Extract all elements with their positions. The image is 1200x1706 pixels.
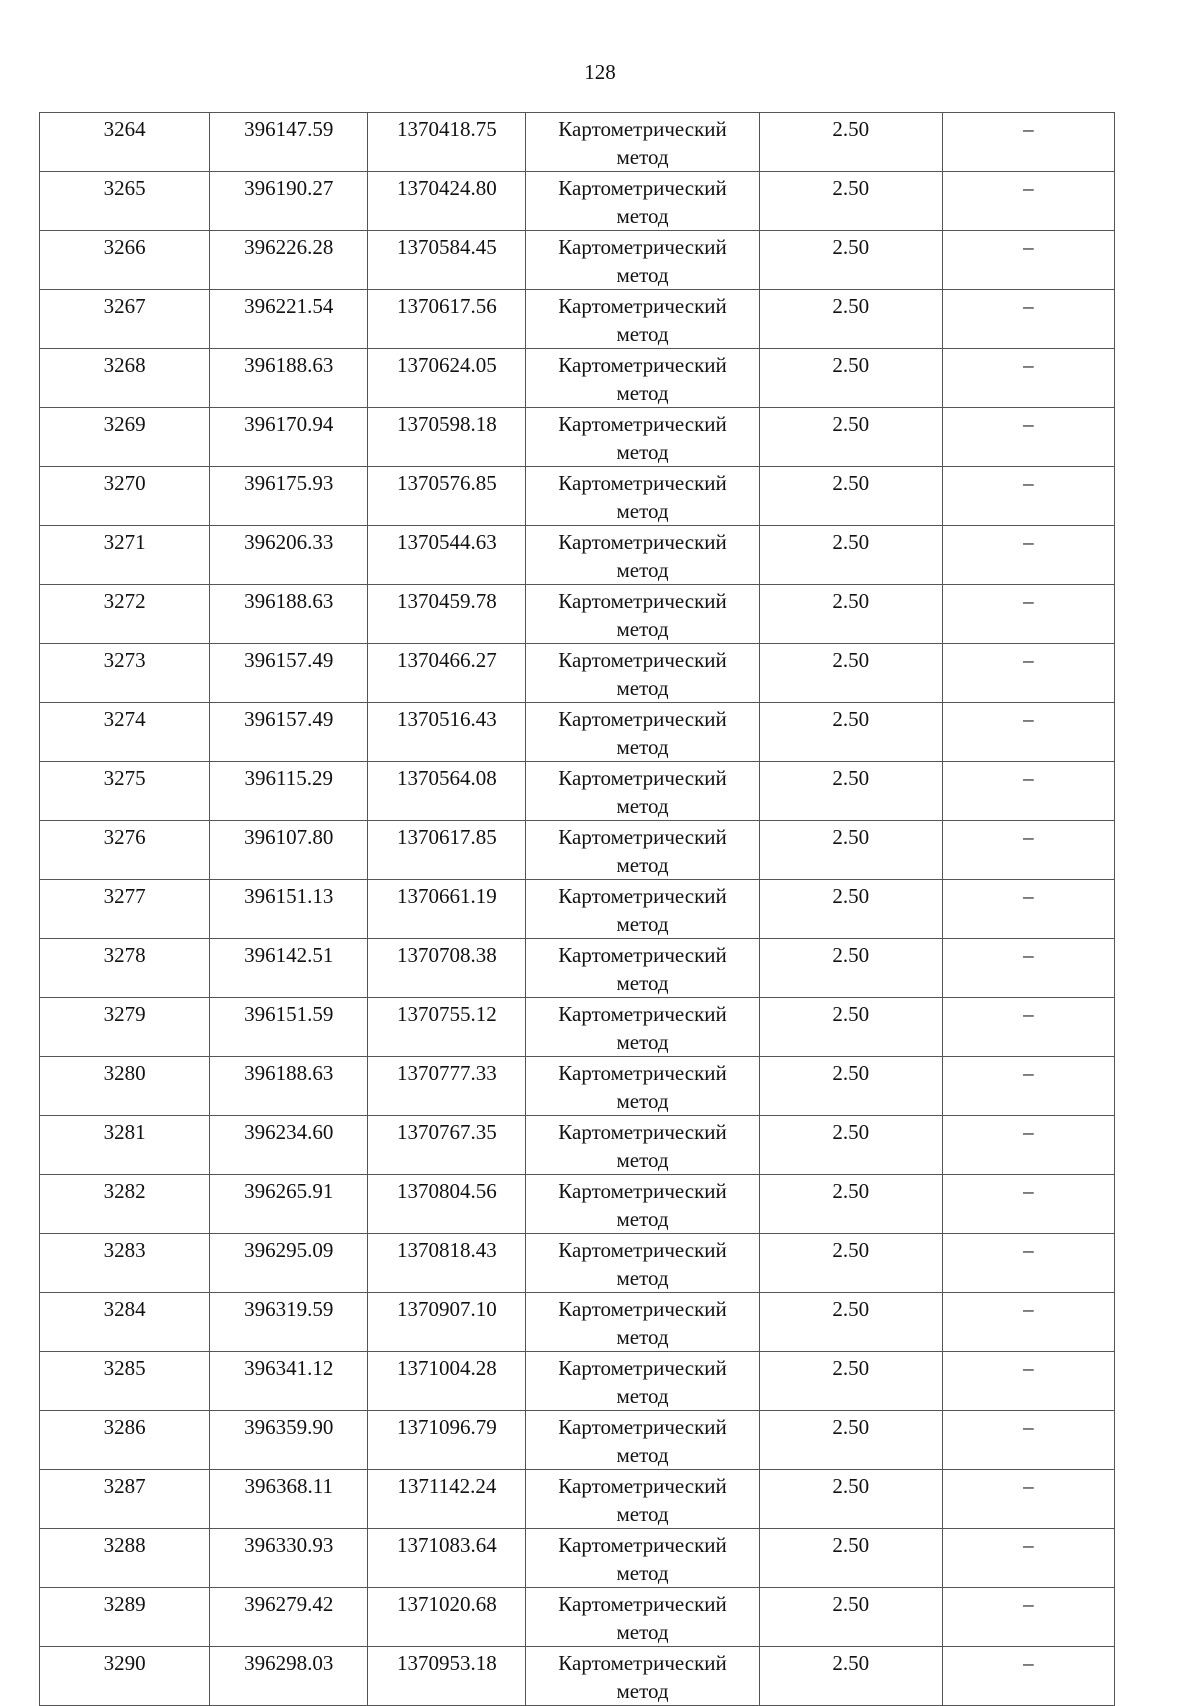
method-cell — [526, 939, 759, 998]
x-coordinate-cell: 396234.60 — [210, 1116, 368, 1175]
y-coordinate-cell: 1370516.43 — [368, 703, 526, 762]
point-number-cell: 3290 — [40, 1647, 210, 1706]
point-number-cell: 3266 — [40, 231, 210, 290]
description-cell: – — [942, 467, 1114, 526]
method-line-2: метод — [616, 676, 669, 700]
table-row — [40, 1293, 1115, 1352]
x-coordinate-cell: 396206.33 — [210, 526, 368, 585]
accuracy-cell: 2.50 — [759, 821, 942, 880]
y-coordinate-cell: 1370418.75 — [368, 113, 526, 172]
x-coordinate-cell: 396226.28 — [210, 231, 368, 290]
table-row — [40, 231, 1115, 290]
table-row — [40, 1411, 1115, 1470]
method-line-1: Картометрический — [558, 1356, 727, 1380]
method-line-1: Картометрический — [558, 1474, 727, 1498]
y-coordinate-cell: 1370564.08 — [368, 762, 526, 821]
method-line-1: Картометрический — [558, 1238, 727, 1262]
method-cell — [526, 1529, 759, 1588]
accuracy-cell: 2.50 — [759, 1529, 942, 1588]
method-line-1: Картометрический — [558, 353, 727, 377]
coordinates-table — [39, 112, 1115, 1706]
description-cell: – — [942, 1057, 1114, 1116]
description-cell: – — [942, 762, 1114, 821]
method-cell — [526, 703, 759, 762]
method-cell — [526, 1647, 759, 1706]
method-cell — [526, 172, 759, 231]
method-cell — [526, 1175, 759, 1234]
y-coordinate-cell: 1371142.24 — [368, 1470, 526, 1529]
table-row — [40, 762, 1115, 821]
accuracy-cell: 2.50 — [759, 349, 942, 408]
accuracy-cell: 2.50 — [759, 113, 942, 172]
method-line-2: метод — [616, 1089, 669, 1113]
y-coordinate-cell: 1370708.38 — [368, 939, 526, 998]
table-row — [40, 703, 1115, 762]
point-number-cell: 3268 — [40, 349, 210, 408]
table-row — [40, 1470, 1115, 1529]
method-line-2: метод — [616, 381, 669, 405]
description-cell: – — [942, 880, 1114, 939]
method-line-2: метод — [616, 204, 669, 228]
y-coordinate-cell: 1370598.18 — [368, 408, 526, 467]
table-row — [40, 1175, 1115, 1234]
point-number-cell: 3288 — [40, 1529, 210, 1588]
table-row — [40, 880, 1115, 939]
point-number-cell: 3269 — [40, 408, 210, 467]
method-line-2: метод — [616, 1443, 669, 1467]
method-line-1: Картометрический — [558, 1002, 727, 1026]
accuracy-cell: 2.50 — [759, 1175, 942, 1234]
table-row — [40, 1116, 1115, 1175]
y-coordinate-cell: 1371096.79 — [368, 1411, 526, 1470]
accuracy-cell: 2.50 — [759, 585, 942, 644]
description-cell: – — [942, 1411, 1114, 1470]
point-number-cell: 3286 — [40, 1411, 210, 1470]
method-line-1: Картометрический — [558, 1651, 727, 1675]
table-row — [40, 1647, 1115, 1706]
x-coordinate-cell: 396295.09 — [210, 1234, 368, 1293]
description-cell: – — [942, 1234, 1114, 1293]
y-coordinate-cell: 1370544.63 — [368, 526, 526, 585]
method-line-2: метод — [616, 145, 669, 169]
x-coordinate-cell: 396147.59 — [210, 113, 368, 172]
table-row — [40, 1234, 1115, 1293]
accuracy-cell: 2.50 — [759, 644, 942, 703]
method-cell — [526, 1352, 759, 1411]
method-cell — [526, 1588, 759, 1647]
description-cell: – — [942, 290, 1114, 349]
method-cell — [526, 349, 759, 408]
method-line-2: метод — [616, 1030, 669, 1054]
point-number-cell: 3273 — [40, 644, 210, 703]
method-cell — [526, 408, 759, 467]
method-line-2: метод — [616, 322, 669, 346]
description-cell: – — [942, 998, 1114, 1057]
method-line-1: Картометрический — [558, 235, 727, 259]
method-line-2: метод — [616, 1266, 669, 1290]
method-cell — [526, 113, 759, 172]
method-line-1: Картометрический — [558, 589, 727, 613]
y-coordinate-cell: 1370617.85 — [368, 821, 526, 880]
description-cell: – — [942, 1293, 1114, 1352]
method-line-1: Картометрический — [558, 176, 727, 200]
table-row — [40, 113, 1115, 172]
point-number-cell: 3285 — [40, 1352, 210, 1411]
method-line-2: метод — [616, 1620, 669, 1644]
accuracy-cell: 2.50 — [759, 290, 942, 349]
point-number-cell: 3278 — [40, 939, 210, 998]
method-cell — [526, 821, 759, 880]
method-line-2: метод — [616, 1561, 669, 1585]
table-row — [40, 1057, 1115, 1116]
accuracy-cell: 2.50 — [759, 1293, 942, 1352]
method-line-1: Картометрический — [558, 1061, 727, 1085]
y-coordinate-cell: 1370661.19 — [368, 880, 526, 939]
description-cell: – — [942, 172, 1114, 231]
accuracy-cell: 2.50 — [759, 998, 942, 1057]
method-cell — [526, 644, 759, 703]
method-line-1: Картометрический — [558, 294, 727, 318]
method-line-2: метод — [616, 1207, 669, 1231]
method-cell — [526, 1116, 759, 1175]
method-cell — [526, 1057, 759, 1116]
x-coordinate-cell: 396265.91 — [210, 1175, 368, 1234]
method-line-2: метод — [616, 440, 669, 464]
y-coordinate-cell: 1370466.27 — [368, 644, 526, 703]
point-number-cell: 3270 — [40, 467, 210, 526]
method-line-2: метод — [616, 1679, 669, 1703]
y-coordinate-cell: 1370755.12 — [368, 998, 526, 1057]
point-number-cell: 3276 — [40, 821, 210, 880]
method-line-1: Картометрический — [558, 412, 727, 436]
method-line-1: Картометрический — [558, 1592, 727, 1616]
method-line-1: Картометрический — [558, 1297, 727, 1321]
description-cell: – — [942, 1647, 1114, 1706]
accuracy-cell: 2.50 — [759, 762, 942, 821]
method-line-2: метод — [616, 794, 669, 818]
point-number-cell: 3265 — [40, 172, 210, 231]
x-coordinate-cell: 396279.42 — [210, 1588, 368, 1647]
y-coordinate-cell: 1370953.18 — [368, 1647, 526, 1706]
method-line-2: метод — [616, 499, 669, 523]
x-coordinate-cell: 396190.27 — [210, 172, 368, 231]
method-cell — [526, 290, 759, 349]
method-line-2: метод — [616, 1502, 669, 1526]
accuracy-cell: 2.50 — [759, 1057, 942, 1116]
accuracy-cell: 2.50 — [759, 1470, 942, 1529]
point-number-cell: 3264 — [40, 113, 210, 172]
table-row — [40, 290, 1115, 349]
accuracy-cell: 2.50 — [759, 231, 942, 290]
table-row — [40, 526, 1115, 585]
accuracy-cell: 2.50 — [759, 1647, 942, 1706]
point-number-cell: 3283 — [40, 1234, 210, 1293]
method-line-2: метод — [616, 263, 669, 287]
point-number-cell: 3282 — [40, 1175, 210, 1234]
x-coordinate-cell: 396341.12 — [210, 1352, 368, 1411]
description-cell: – — [942, 526, 1114, 585]
accuracy-cell: 2.50 — [759, 939, 942, 998]
method-line-2: метод — [616, 853, 669, 877]
method-line-1: Картометрический — [558, 825, 727, 849]
x-coordinate-cell: 396115.29 — [210, 762, 368, 821]
x-coordinate-cell: 396298.03 — [210, 1647, 368, 1706]
table-row — [40, 1529, 1115, 1588]
method-line-2: метод — [616, 1148, 669, 1172]
method-cell — [526, 880, 759, 939]
description-cell: – — [942, 644, 1114, 703]
method-line-1: Картометрический — [558, 471, 727, 495]
accuracy-cell: 2.50 — [759, 1234, 942, 1293]
method-cell — [526, 1411, 759, 1470]
y-coordinate-cell: 1370576.85 — [368, 467, 526, 526]
table-row — [40, 1352, 1115, 1411]
x-coordinate-cell: 396107.80 — [210, 821, 368, 880]
point-number-cell: 3279 — [40, 998, 210, 1057]
method-line-1: Картометрический — [558, 1120, 727, 1144]
x-coordinate-cell: 396359.90 — [210, 1411, 368, 1470]
description-cell: – — [942, 349, 1114, 408]
point-number-cell: 3271 — [40, 526, 210, 585]
accuracy-cell: 2.50 — [759, 1352, 942, 1411]
method-line-1: Картометрический — [558, 707, 727, 731]
x-coordinate-cell: 396368.11 — [210, 1470, 368, 1529]
method-line-2: метод — [616, 617, 669, 641]
table-row — [40, 467, 1115, 526]
table-row — [40, 1588, 1115, 1647]
x-coordinate-cell: 396221.54 — [210, 290, 368, 349]
accuracy-cell: 2.50 — [759, 703, 942, 762]
table-row — [40, 408, 1115, 467]
x-coordinate-cell: 396319.59 — [210, 1293, 368, 1352]
accuracy-cell: 2.50 — [759, 1116, 942, 1175]
method-line-1: Картометрический — [558, 117, 727, 141]
table-row — [40, 644, 1115, 703]
description-cell: – — [942, 821, 1114, 880]
x-coordinate-cell: 396188.63 — [210, 349, 368, 408]
accuracy-cell: 2.50 — [759, 408, 942, 467]
x-coordinate-cell: 396188.63 — [210, 585, 368, 644]
table-row — [40, 172, 1115, 231]
table-row — [40, 998, 1115, 1057]
point-number-cell: 3281 — [40, 1116, 210, 1175]
y-coordinate-cell: 1370818.43 — [368, 1234, 526, 1293]
description-cell: – — [942, 1470, 1114, 1529]
method-line-1: Картометрический — [558, 884, 727, 908]
method-line-1: Картометрический — [558, 943, 727, 967]
point-number-cell: 3275 — [40, 762, 210, 821]
accuracy-cell: 2.50 — [759, 880, 942, 939]
method-line-2: метод — [616, 912, 669, 936]
method-cell — [526, 1234, 759, 1293]
description-cell: – — [942, 1352, 1114, 1411]
table-row — [40, 939, 1115, 998]
method-cell — [526, 526, 759, 585]
x-coordinate-cell: 396151.59 — [210, 998, 368, 1057]
method-line-2: метод — [616, 735, 669, 759]
description-cell: – — [942, 231, 1114, 290]
y-coordinate-cell: 1371004.28 — [368, 1352, 526, 1411]
table-row — [40, 349, 1115, 408]
x-coordinate-cell: 396151.13 — [210, 880, 368, 939]
description-cell: – — [942, 1588, 1114, 1647]
table-row — [40, 821, 1115, 880]
method-line-2: метод — [616, 1325, 669, 1349]
x-coordinate-cell: 396157.49 — [210, 703, 368, 762]
method-line-1: Картометрический — [558, 1533, 727, 1557]
method-line-1: Картометрический — [558, 530, 727, 554]
table-body — [40, 113, 1115, 1706]
y-coordinate-cell: 1370459.78 — [368, 585, 526, 644]
method-line-1: Картометрический — [558, 648, 727, 672]
method-cell — [526, 1293, 759, 1352]
accuracy-cell: 2.50 — [759, 1588, 942, 1647]
y-coordinate-cell: 1370424.80 — [368, 172, 526, 231]
method-cell — [526, 467, 759, 526]
method-cell — [526, 1470, 759, 1529]
y-coordinate-cell: 1370767.35 — [368, 1116, 526, 1175]
description-cell: – — [942, 1116, 1114, 1175]
x-coordinate-cell: 396170.94 — [210, 408, 368, 467]
accuracy-cell: 2.50 — [759, 526, 942, 585]
table-row — [40, 585, 1115, 644]
point-number-cell: 3274 — [40, 703, 210, 762]
x-coordinate-cell: 396330.93 — [210, 1529, 368, 1588]
description-cell: – — [942, 1175, 1114, 1234]
y-coordinate-cell: 1370777.33 — [368, 1057, 526, 1116]
point-number-cell: 3280 — [40, 1057, 210, 1116]
method-cell — [526, 762, 759, 821]
point-number-cell: 3284 — [40, 1293, 210, 1352]
point-number-cell: 3272 — [40, 585, 210, 644]
method-line-2: метод — [616, 1384, 669, 1408]
y-coordinate-cell: 1370624.05 — [368, 349, 526, 408]
accuracy-cell: 2.50 — [759, 1411, 942, 1470]
method-cell — [526, 585, 759, 644]
page-number: 128 — [584, 60, 616, 84]
accuracy-cell: 2.50 — [759, 172, 942, 231]
description-cell: – — [942, 408, 1114, 467]
method-line-1: Картометрический — [558, 766, 727, 790]
description-cell: – — [942, 939, 1114, 998]
x-coordinate-cell: 396188.63 — [210, 1057, 368, 1116]
method-line-1: Картометрический — [558, 1415, 727, 1439]
description-cell: – — [942, 1529, 1114, 1588]
method-line-1: Картометрический — [558, 1179, 727, 1203]
y-coordinate-cell: 1371020.68 — [368, 1588, 526, 1647]
method-cell — [526, 998, 759, 1057]
x-coordinate-cell: 396175.93 — [210, 467, 368, 526]
x-coordinate-cell: 396157.49 — [210, 644, 368, 703]
y-coordinate-cell: 1370804.56 — [368, 1175, 526, 1234]
accuracy-cell: 2.50 — [759, 467, 942, 526]
y-coordinate-cell: 1370617.56 — [368, 290, 526, 349]
point-number-cell: 3287 — [40, 1470, 210, 1529]
x-coordinate-cell: 396142.51 — [210, 939, 368, 998]
point-number-cell: 3289 — [40, 1588, 210, 1647]
y-coordinate-cell: 1370584.45 — [368, 231, 526, 290]
y-coordinate-cell: 1371083.64 — [368, 1529, 526, 1588]
method-cell — [526, 231, 759, 290]
point-number-cell: 3267 — [40, 290, 210, 349]
y-coordinate-cell: 1370907.10 — [368, 1293, 526, 1352]
description-cell: – — [942, 113, 1114, 172]
description-cell: – — [942, 585, 1114, 644]
method-line-2: метод — [616, 971, 669, 995]
point-number-cell: 3277 — [40, 880, 210, 939]
method-line-2: метод — [616, 558, 669, 582]
description-cell: – — [942, 703, 1114, 762]
